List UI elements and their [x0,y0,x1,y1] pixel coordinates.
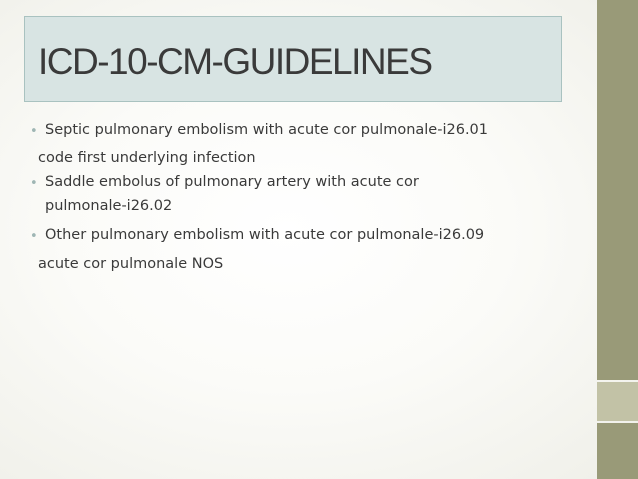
accent-bar-bottom [597,423,638,479]
accent-bar-top [597,0,638,380]
content-line: Septic pulmonary embolism with acute cor pulmonale-i26.01 [45,122,489,138]
content-line: pulmonale-i26.02 [45,198,173,214]
accent-bar-middle [597,382,638,421]
content-line: acute cor pulmonale NOS [38,256,224,272]
bullet-marker: • [30,124,38,139]
slide-title: ICD-10-CM-GUIDELINES [38,41,432,82]
content-line: Saddle embolus of pulmonary artery with acute cor [45,174,419,190]
bullet-marker: • [30,229,38,244]
content-line: Other pulmonary embolism with acute cor pulmonale-i26.09 [45,227,485,243]
content-line: code first underlying infection [38,150,256,166]
bullet-marker: • [30,176,38,191]
